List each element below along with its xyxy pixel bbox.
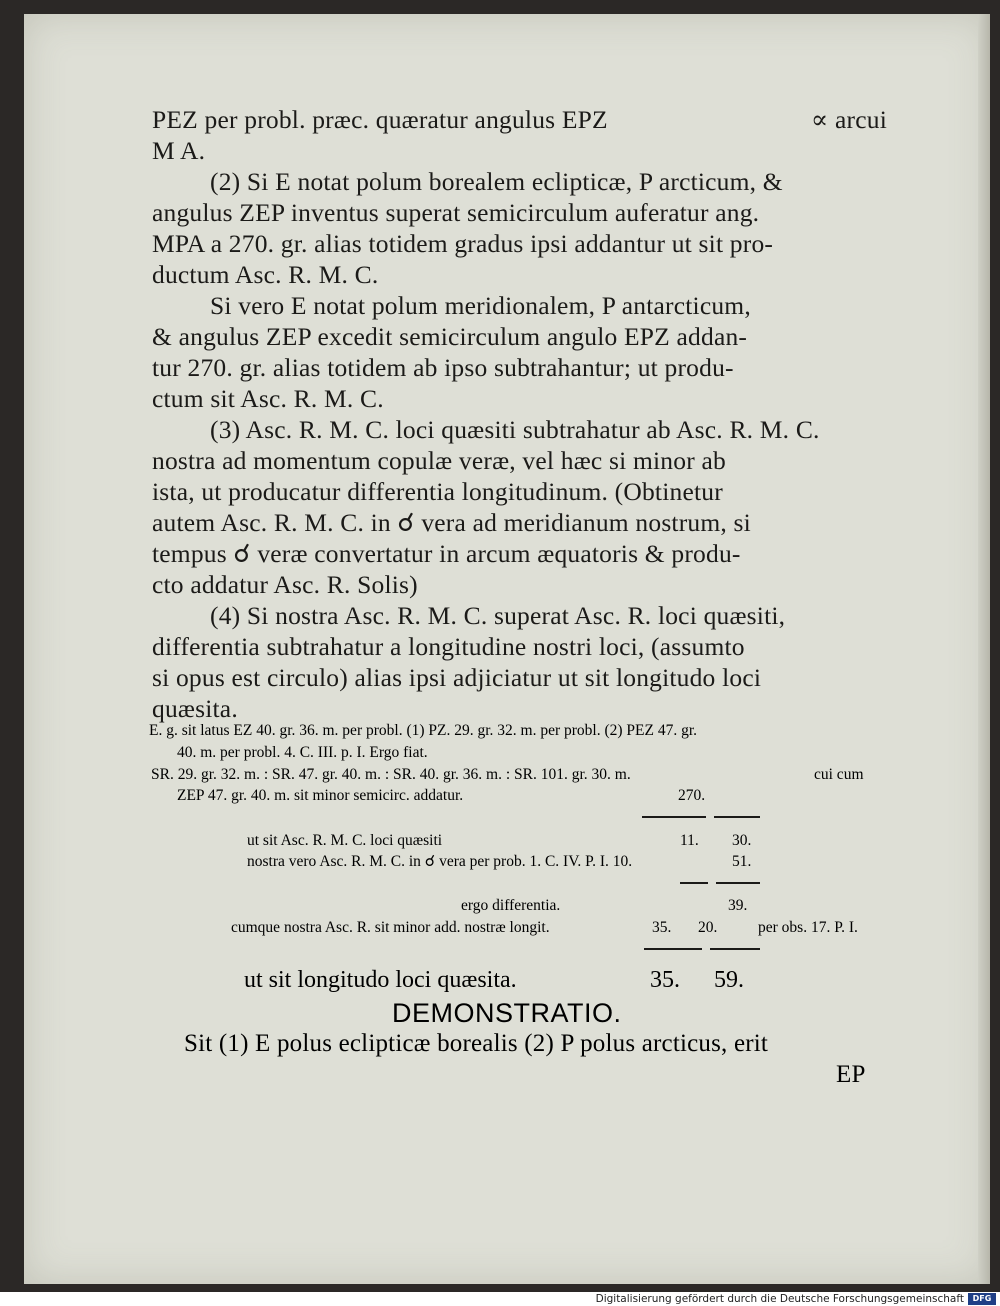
row-4-note: per obs. 17. P. I. xyxy=(758,919,858,936)
row-1-value-b: 30. xyxy=(732,832,752,849)
text-line: autem Asc. R. M. C. in ☌ vera ad meridianum nostrum, si xyxy=(152,508,751,537)
text-line: tempus ☌ veræ convertatur in arcum æquatoris & produ- xyxy=(152,539,741,568)
row-2-label: nostra vero Asc. R. M. C. in ☌ vera per prob. 1. C. IV. P. I. 10. xyxy=(247,853,633,870)
text-line-right: ∝ arcui xyxy=(811,105,887,134)
row-4-value-b: 20. xyxy=(698,919,718,936)
text-line: M A. xyxy=(152,136,206,165)
row-4-label: cumque nostra Asc. R. sit minor add. nostræ longit. xyxy=(231,919,550,936)
example-line-2: 40. m. per probl. 4. C. III. p. I. Ergo fiat. xyxy=(177,744,428,761)
text-line-left: PEZ per probl. præc. quæratur angulus EPZ xyxy=(152,105,608,134)
text-line xyxy=(152,104,887,135)
text-line: differentia subtrahatur a longitudine nostri loci, (assumto xyxy=(152,632,745,661)
rule-1 xyxy=(642,816,706,818)
rule-3 xyxy=(680,882,708,884)
rule-2 xyxy=(714,816,760,818)
example-value-270: 270. xyxy=(678,787,706,804)
row-2-value-b: 51. xyxy=(732,853,752,870)
text-line: quæsita. xyxy=(152,694,238,723)
page-edge xyxy=(978,14,990,1284)
row-1-label: ut sit Asc. R. M. C. loci quæsiti xyxy=(247,832,443,849)
row-3-value-b: 39. xyxy=(728,897,748,914)
text-line: ista, ut producatur differentia longitudinum. (Obtinetur xyxy=(152,477,723,506)
text-line: cto addatur Asc. R. Solis) xyxy=(152,570,418,599)
footer-credit: Digitalisierung gefördert durch die Deutsche Forschungsgemeinschaft xyxy=(595,1293,964,1305)
rule-6 xyxy=(710,948,760,950)
text-line: ductum Asc. R. M. C. xyxy=(152,260,379,289)
text-line: (4) Si nostra Asc. R. M. C. superat Asc. R. loci quæsiti, xyxy=(210,601,786,630)
rule-4 xyxy=(716,882,760,884)
text-line: tur 270. gr. alias totidem ab ipso subtrahantur; ut produ- xyxy=(152,353,734,382)
text-line: MPA a 270. gr. alias totidem gradus ipsi addantur ut sit pro- xyxy=(152,229,774,258)
catchword: EP xyxy=(836,1061,866,1088)
book-page xyxy=(24,14,990,1284)
example-line-3-tail: cui cum xyxy=(814,766,864,783)
text-line: (3) Asc. R. M. C. loci quæsiti subtrahatur ab Asc. R. M. C. xyxy=(210,415,820,444)
dfg-logo-icon: DFG xyxy=(968,1293,996,1305)
row-3-label: ergo differentia. xyxy=(461,897,561,914)
text-line: nostra ad momentum copulæ veræ, vel hæc si minor ab xyxy=(152,446,726,475)
text-line: & angulus ZEP excedit semicirculum angulo EPZ addan- xyxy=(152,322,748,351)
result-label: ut sit longitudo loci quæsita. xyxy=(244,967,517,993)
body-text xyxy=(152,104,887,724)
rule-5 xyxy=(644,948,702,950)
example-line-1: E. g. sit latus EZ 40. gr. 36. m. per probl. (1) PZ. 29. gr. 32. m. per probl. (2) PEZ 47. gr. xyxy=(149,722,698,739)
result-value-a: 35. xyxy=(650,967,680,993)
text-line: si opus est circulo) alias ipsi adjiciatur ut sit longitudo loci xyxy=(152,663,762,692)
row-4-value-a: 35. xyxy=(652,919,672,936)
text-line: (2) Si E notat polum borealem eclipticæ, P arcticum, & xyxy=(210,167,783,196)
demonstratio-line-1: Sit (1) E polus eclipticæ borealis (2) P polus arcticus, erit xyxy=(184,1030,769,1057)
result-value-b: 59. xyxy=(714,967,744,993)
text-line: angulus ZEP inventus superat semicirculum auferatur ang. xyxy=(152,198,760,227)
text-line: ctum sit Asc. R. M. C. xyxy=(152,384,384,413)
section-heading: DEMONSTRATIO. xyxy=(392,998,622,1028)
example-line-3: SR. 29. gr. 32. m. : SR. 47. gr. 40. m. : SR. 40. gr. 36. m. : SR. 101. gr. 30. m. xyxy=(151,766,631,783)
row-1-value-a: 11. xyxy=(680,832,699,849)
example-line-4: ZEP 47. gr. 40. m. sit minor semicirc. addatur. xyxy=(177,787,464,804)
text-line: Si vero E notat polum meridionalem, P antarcticum, xyxy=(210,291,751,320)
